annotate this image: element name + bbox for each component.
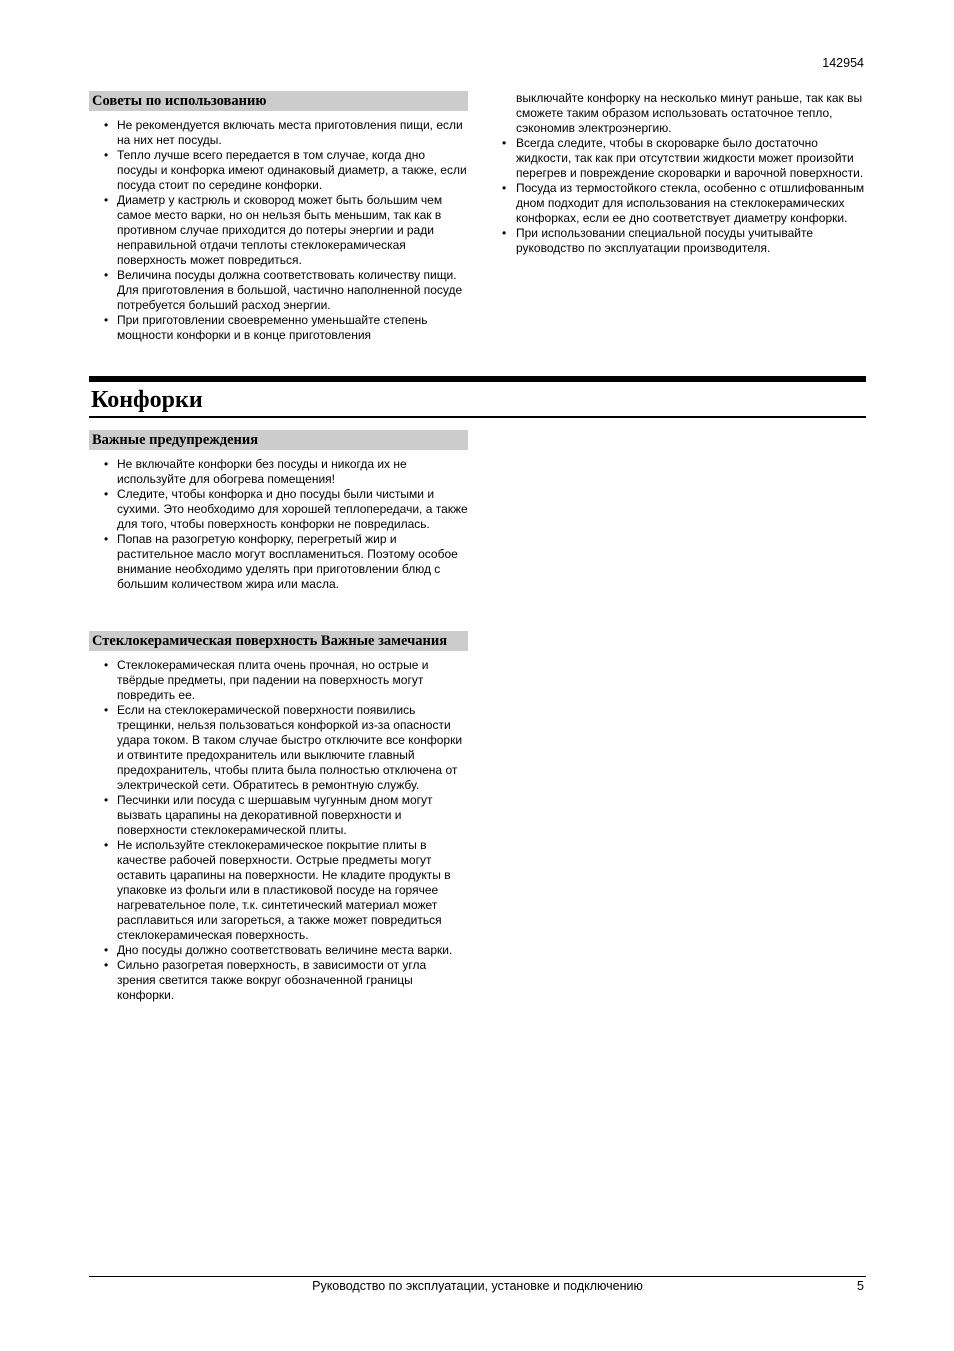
list-item: • Песчинки или посуда с шершавым чугунным дном могут вызвать царапины на декоративной поверхности и поверхности стеклокерамической плиты. (89, 793, 468, 838)
footer-text: Руководство по эксплуатации, установке и подключению (312, 1279, 643, 1293)
glass-ceramic-section (89, 631, 468, 1003)
page-number: 5 (857, 1279, 864, 1293)
list-item: • При использовании специальной посуды учитывайте руководство по эксплуатации производителя. (499, 226, 867, 256)
warnings-list (89, 457, 468, 592)
list-item: • Если на стеклокерамической поверхности появились трещинки, нельзя пользоваться конфоркой из-за опасности удара током. В таком случае быстро отключите все конфорки и отвинтите предохранитель или выключите главный предохранитель, чтобы плита была полностью отключена от электрической сети. Обратитесь в ремонтную службу. (89, 703, 468, 793)
list-item: • При приготовлении своевременно уменьшайте степень мощности конфорки и в конце приготовления (89, 313, 468, 343)
warnings-heading: Важные предупреждения (89, 430, 468, 450)
footer-rule (89, 1276, 866, 1277)
list-item: • Посуда из термостойкого стекла, особенно с отшлифованным дном подходит для использования на стеклокерамических конфорках, если ее дно соответствует диаметру конфорки. (499, 181, 867, 226)
list-item: • Сильно разогретая поверхность, в зависимости от угла зрения светится также вокруг обозначенной границы конфорки. (89, 958, 468, 1003)
document-code: 142954 (822, 56, 864, 70)
tips-section (89, 91, 468, 343)
list-item: • Тепло лучше всего передается в том случае, когда дно посуды и конфорка имеют одинаковый диаметр, а также, если посуда стоит по середине конфорки. (89, 148, 468, 193)
list-item: • Следите, чтобы конфорка и дно посуды были чистыми и сухими. Это необходимо для хорошей теплопередачи, а также для того, чтобы поверхность конфорки не повредилась. (89, 487, 468, 532)
list-item: • Дно посуды должно соответствовать величине места варки. (89, 943, 468, 958)
section-title: Конфорки (91, 387, 203, 413)
tips-continued (499, 91, 867, 256)
glass-ceramic-heading: Стеклокерамическая поверхность Важные замечания (89, 631, 468, 651)
list-item: • Не используйте стеклокерамическое покрытие плиты в качестве рабочей поверхности. Острые предметы могут оставить царапины на поверхности. Не кладите продукты в упаковке из фольги или в пластиковой посуде на горячее нагревательное поле, т.к. синтетический материал может расплавиться или загореться, а также может повредиться стеклокерамическая поверхность. (89, 838, 468, 943)
list-item: • Не включайте конфорки без посуды и никогда их не используйте для обогрева помещения! (89, 457, 468, 487)
list-item: • Не рекомендуется включать места приготовления пищи, если на них нет посуды. (89, 118, 468, 148)
tips-list (89, 118, 468, 343)
tips-heading: Советы по использованию (89, 91, 468, 111)
section-title-underline (89, 416, 866, 418)
list-item: • Всегда следите, чтобы в скороварке было достаточно жидкости, так как при отсутствии жидкости может произойти перегрев и повреждение скороварки и варочной поверхности. (499, 136, 867, 181)
tips-list-right (499, 136, 867, 256)
list-item: • Попав на разогретую конфорку, перегретый жир и растительное масло могут воспламениться. Поэтому особое внимание необходимо уделять при приготовлении блюд с большим количеством жира или масла. (89, 532, 468, 592)
list-item: • Стеклокерамическая плита очень прочная, но острые и твёрдые предметы, при падении на поверхность могут повредить ее. (89, 658, 468, 703)
warnings-section (89, 430, 468, 592)
tips-continuation-text: выключайте конфорку на несколько минут раньше, так как вы сможете таким образом использовать остаточное тепло, сэкономив электроэнергию. (516, 91, 863, 135)
list-item: • Диаметр у кастрюль и сковород может быть большим чем самое место варки, но он нельзя быть меньшим, так как в противном случае приходится до потеры энергии и ради неправильной отдачи теплоты стеклокерамическая поверхность может повредиться. (89, 193, 468, 268)
section-top-rule (89, 376, 866, 382)
list-item: • Величина посуды должна соответствовать количеству пищи. Для приготовления в большой, частично наполненной посуде потребуется больший расход энергии. (89, 268, 468, 313)
glass-ceramic-list (89, 658, 468, 1003)
